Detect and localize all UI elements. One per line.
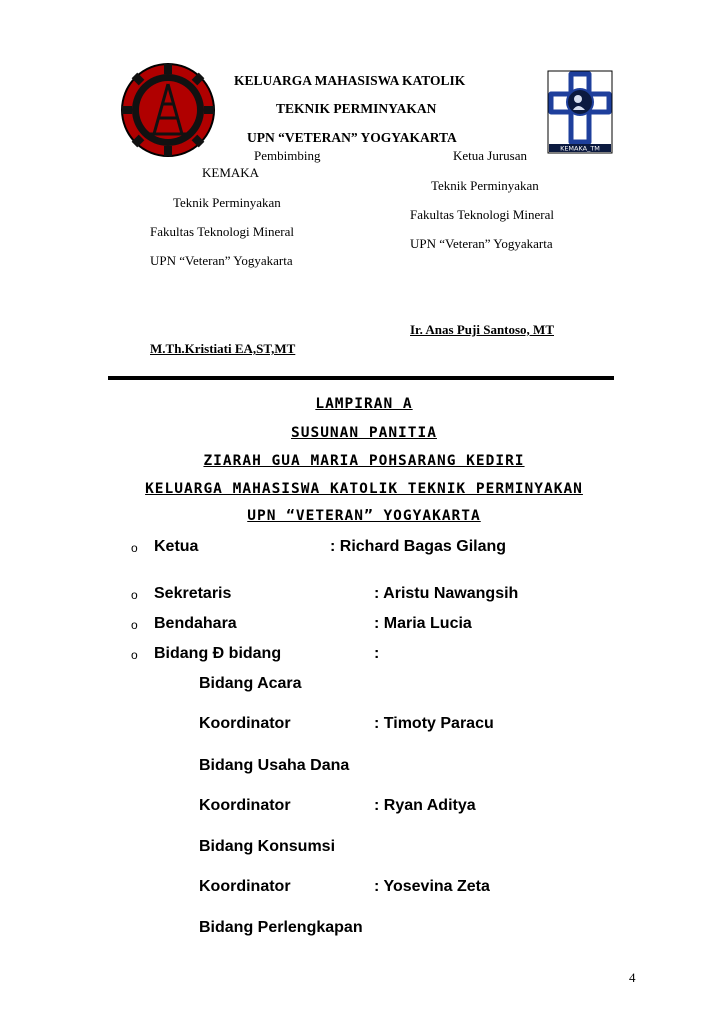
header-divider	[108, 376, 614, 380]
page-number: 4	[629, 970, 636, 985]
coordinator-label: Koordinator	[199, 797, 291, 814]
title-event: ZIARAH GUA MARIA POHSARANG KEDIRI	[203, 453, 525, 469]
left-role-line-1: Pembimbing	[254, 148, 321, 163]
right-university: UPN “Veteran” Yogyakarta	[410, 236, 553, 251]
bidang-label: Bidang Ð bidang	[154, 645, 282, 662]
right-faculty: Fakultas Teknologi Mineral	[410, 207, 554, 222]
emblem-caption: KEMAKA_TM	[560, 144, 600, 153]
header-line-3: UPN “VETERAN” YOGYAKARTA	[247, 130, 457, 145]
bullet-marker: o	[131, 618, 138, 632]
division-name: Bidang Konsumsi	[199, 838, 336, 855]
title-appendix: LAMPIRAN A	[315, 396, 413, 412]
right-role: Ketua Jurusan	[453, 148, 528, 163]
bullet-marker: o	[131, 541, 138, 555]
sekretaris-value: : Aristu Nawangsih	[374, 585, 519, 602]
right-dept: Teknik Perminyakan	[431, 178, 539, 193]
bullet-marker: o	[131, 588, 138, 602]
bidang-value: :	[374, 645, 380, 662]
left-dept: Teknik Perminyakan	[173, 195, 281, 210]
coordinator-value: : Ryan Aditya	[374, 797, 476, 814]
bendahara-value: : Maria Lucia	[374, 615, 472, 632]
header-line-2: TEKNIK PERMINYAKAN	[276, 101, 437, 116]
oil-rig-emblem-icon	[120, 62, 216, 158]
coordinator-value: : Yosevina Zeta	[374, 878, 490, 895]
left-university: UPN “Veteran” Yogyakarta	[150, 253, 293, 268]
sekretaris-label: Sekretaris	[154, 585, 232, 602]
left-faculty: Fakultas Teknologi Mineral	[150, 224, 294, 239]
division-name: Bidang Usaha Dana	[199, 757, 350, 774]
right-signatory-name: Ir. Anas Puji Santoso, MT	[410, 322, 554, 337]
bullet-marker: o	[131, 648, 138, 662]
title-university: UPN “VETERAN” YOGYAKARTA	[247, 508, 481, 524]
cross-emblem-icon	[547, 70, 613, 154]
division-name: Bidang Perlengkapan	[199, 919, 363, 936]
bendahara-label: Bendahara	[154, 615, 237, 632]
ketua-value: : Richard Bagas Gilang	[330, 538, 507, 555]
left-role-line-2: KEMAKA	[202, 165, 260, 180]
left-signatory-name: M.Th.Kristiati EA,ST,MT	[150, 341, 296, 356]
title-committee: SUSUNAN PANITIA	[291, 425, 437, 441]
header-line-1: KELUARGA MAHASISWA KATOLIK	[234, 73, 466, 88]
coordinator-label: Koordinator	[199, 715, 291, 732]
title-organization: KELUARGA MAHASISWA KATOLIK TEKNIK PERMINYAKAN	[145, 481, 583, 497]
ketua-label: Ketua	[154, 538, 199, 555]
coordinator-label: Koordinator	[199, 878, 291, 895]
coordinator-value: : Timoty Paracu	[374, 715, 494, 732]
division-name: Bidang Acara	[199, 675, 302, 692]
